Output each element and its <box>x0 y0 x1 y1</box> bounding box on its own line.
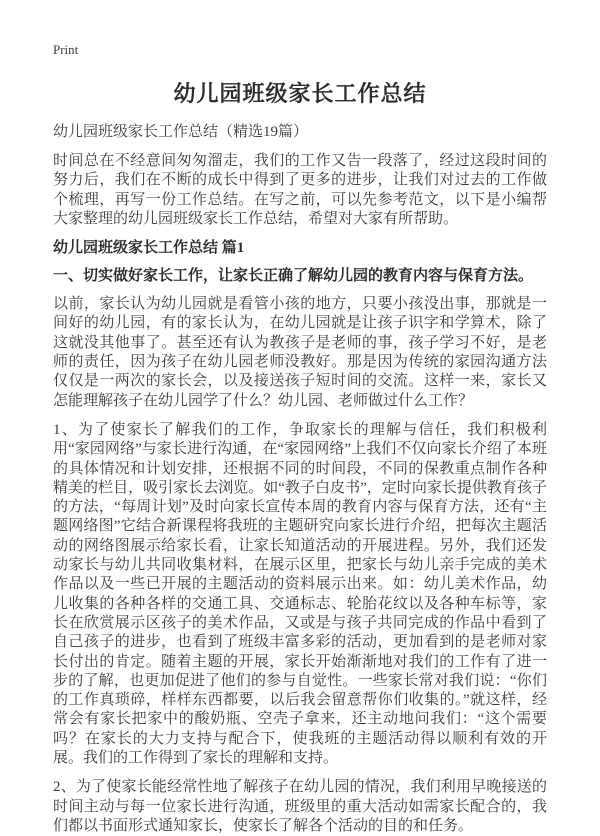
section-subtitle: 一、切实做好家长工作，让家长正确了解幼儿园的教育内容与保育方法。 <box>53 268 534 285</box>
body-paragraph: 1、为了使家长了解我们的工作，争取家长的理解与信任，我们积极利用“家园网络”与家长进行沟通，在“家园网络”上我们不仅向家长介绍了本班的具体情况和计划安排，还根据不同的时间段，不同的保教重点制作各种精美的栏目，吸引家长去浏览。如“教子白皮书”，定时向家长提供教育孩子的方法，“每周计划”及时向家长宣传本周的教育内容与保育方法，还有“主题网络图”它结合新课程将我班的主题研究向家长进行介绍，把每次主题活动的网络图展示给家长看，让家长知道活动的开展进程。另外，我们还发动家长与幼儿共同收集材料，在展示区里，把家长与幼儿亲手完成的美术作品以及一些已开展的主题活动的资料展示出来。如：幼儿美术作品，幼儿收集的各种各样的交通工具、交通标志、轮胎花纹以及各种车标等，家长在欣赏展示区孩子的美术作品，又或是与孩子共同完成的作品中看到了自己孩子的进步，也看到了班级丰富多彩的活动，更加看到的是老师对家长付出的肯定。随着主题的开展，家长开始渐渐地对我们的工作有了进一步的了解，也更加促进了他们的参与自觉性。一些家长常对我们说：“你们的工作真琐碎，样样东西都要，以后我会留意帮你们收集的。”就这样，经常会有家长把家中的酸奶瓶、空壳子拿来，还主动地问我们：“这个需要吗？在家长的大力支持与配合下，使我班的主题活动得以顺利有效的开展。我们的工作得到了家长的理解和支持。 <box>53 421 547 767</box>
section-title: 幼儿园班级家长工作总结 篇1 <box>53 240 245 257</box>
intro-paragraph: 时间总在不经意间匆匆溜走，我们的工作又告一段落了，经过这段时间的努力后，我们在不断的成长中得到了更多的进步，让我们对过去的工作做个梳理，再写一份工作总结。在写之前，可以先参考范文，以下是小编帮大家整理的幼儿园班级家长工作总结，希望对大家有所帮助。 <box>53 153 547 227</box>
body-paragraph: 以前，家长认为幼儿园就是看管小孩的地方，只要小孩没出事，那就是一间好的幼儿园，有的家长认为，在幼儿园就是让孩子识字和学算术，除了这就没其他事了。甚至还有认为教孩子是老师的事，孩子学习不好，是老师的责任，因为孩子在幼儿园老师没教好。那是因为传统的家园沟通方法仅仅是一两次的家长会，以及接送孩子短时间的交流。这样一来，家长又怎能理解孩子在幼儿园学了什么？幼儿园、老师做过什么工作？ <box>53 296 547 409</box>
print-link[interactable]: Print <box>53 42 79 57</box>
page-title: 幼儿园班级家长工作总结 <box>173 81 427 106</box>
body-paragraph: 2、为了使家长能经常性地了解孩子在幼儿园的情况，我们利用早晚接送的时间主动与每一位家长进行沟通，班级里的重大活动如需家长配合的，我们都以书面形式通知家长，使家长了解各个活动的目的和任务。 <box>53 779 547 834</box>
document-subtitle: 幼儿园班级家长工作总结（精选19篇） <box>53 124 309 140</box>
